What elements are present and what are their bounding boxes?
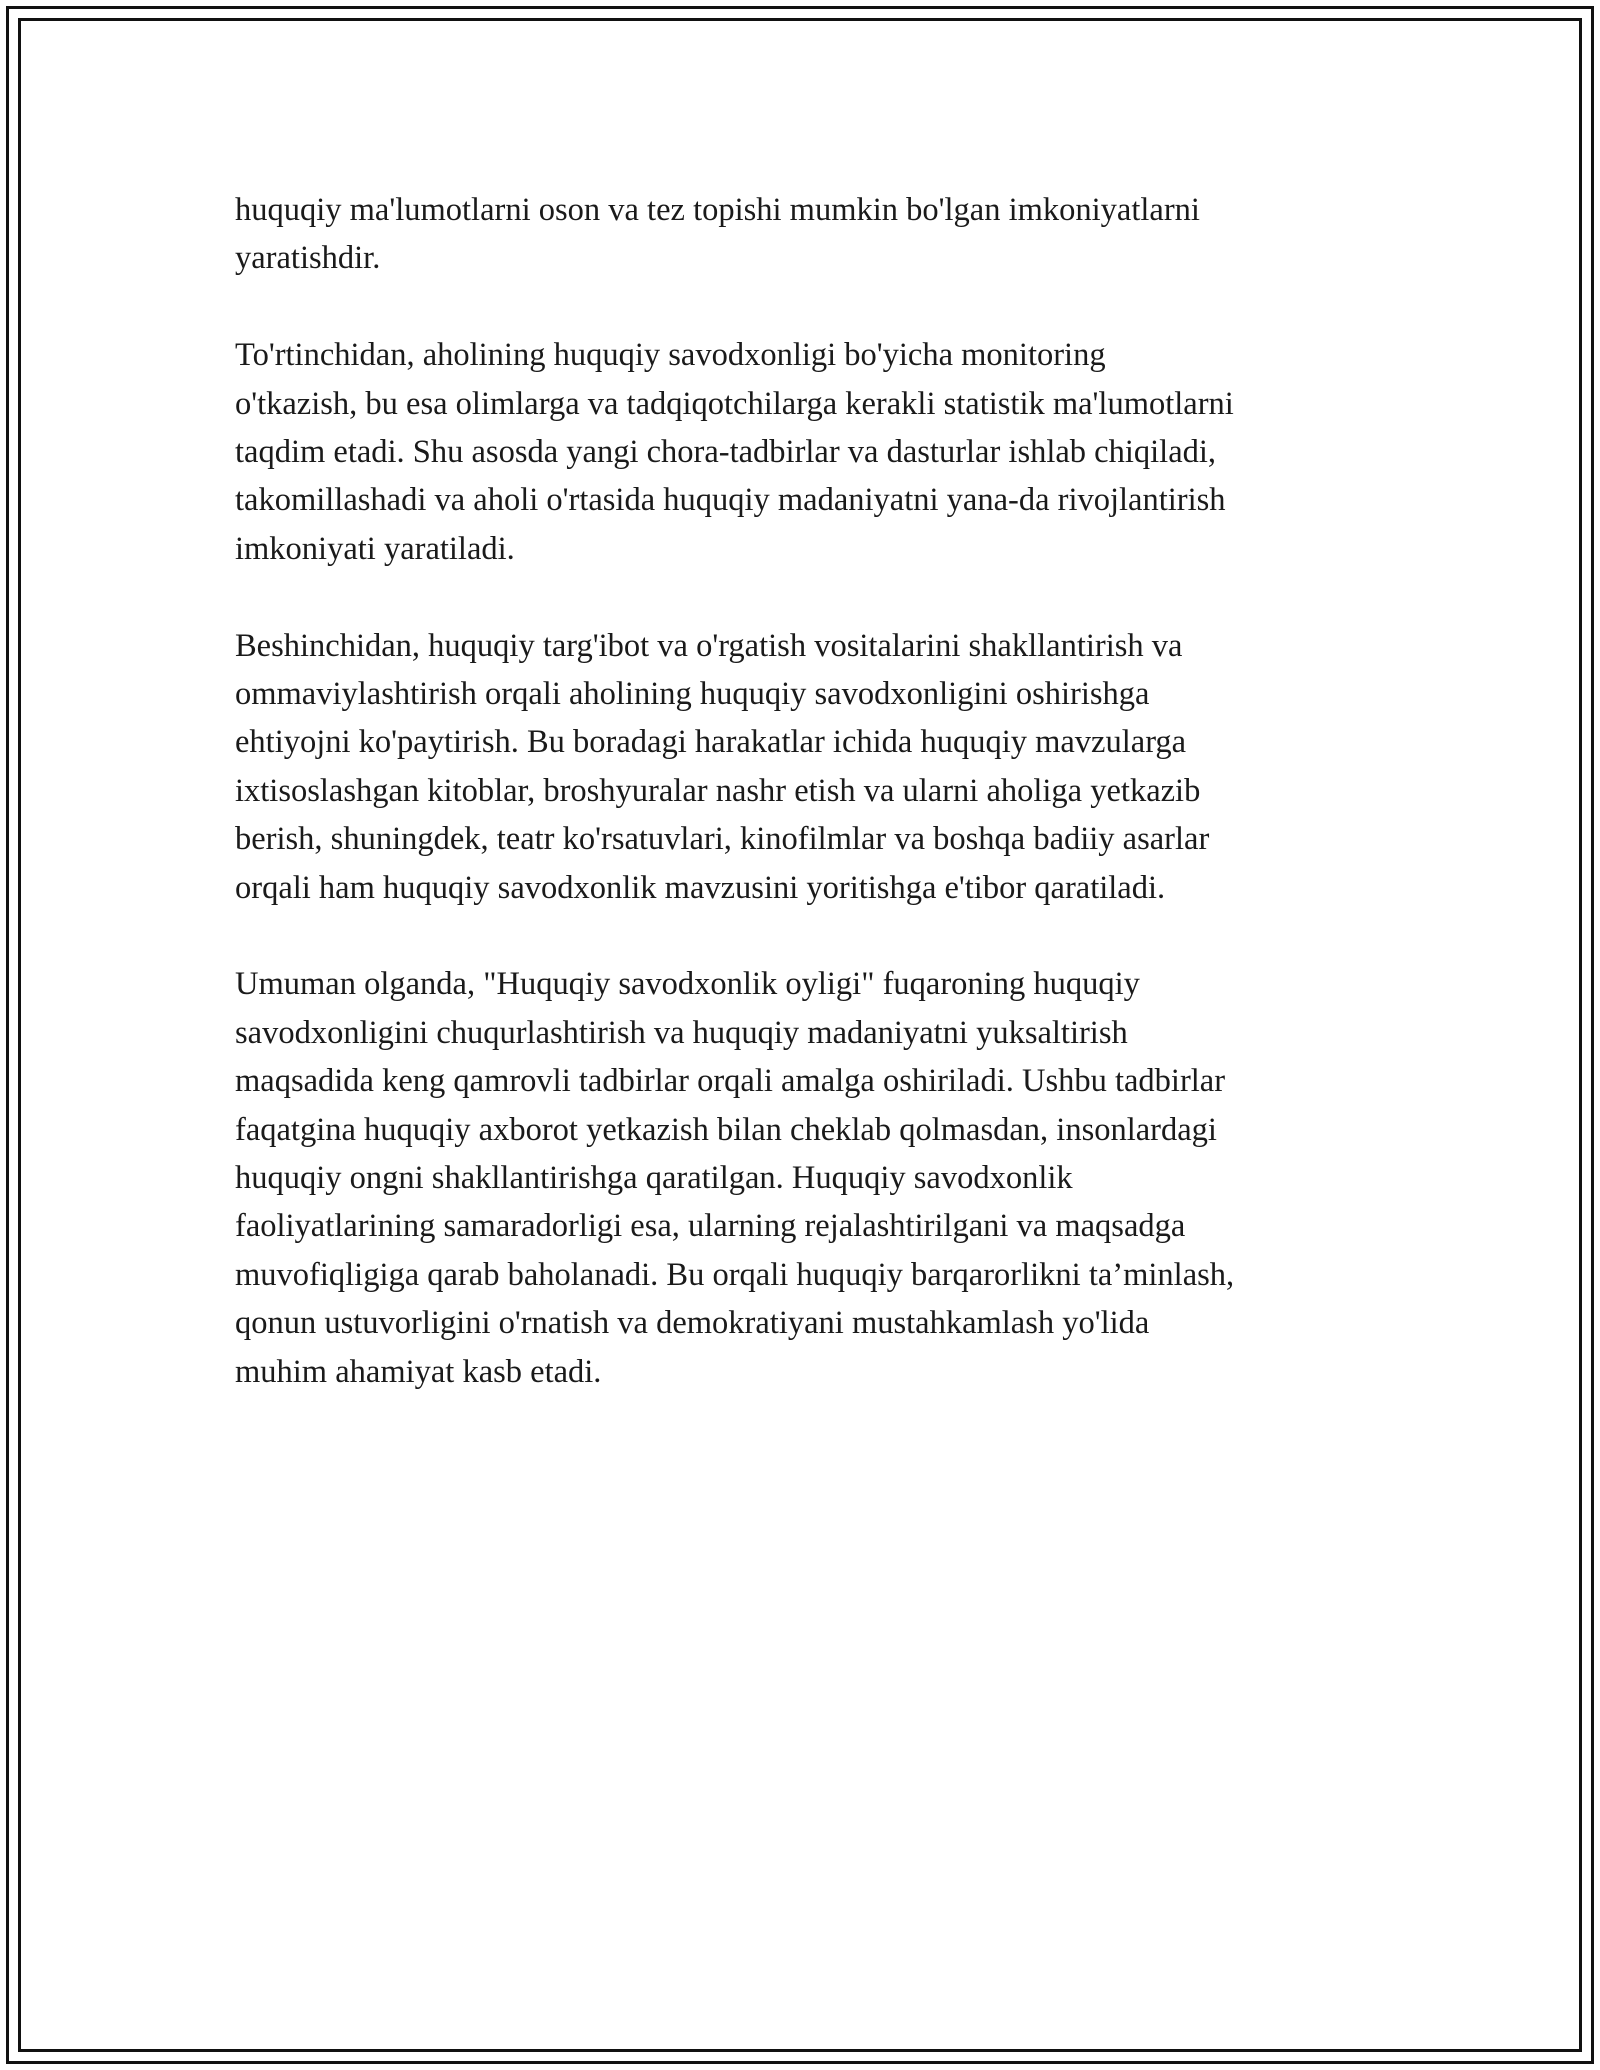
text-line: muhim ahamiyat kasb etadi. xyxy=(235,1353,602,1390)
text-line: taqdim etadi. Shu asosda yangi chora-tadbirlar va dasturlar ishlab chiqiladi, xyxy=(235,434,1217,471)
text-line: maqsadida keng qamrovli tadbirlar orqali amalga oshiriladi. Ushbu tadbirlar xyxy=(235,1063,1226,1100)
text-line: To'rtinchidan, aholining huquqiy savodxonligi bo'yicha monitoring xyxy=(235,337,1106,374)
text-line: Umuman olganda, "Huquqiy savodxonlik oyligi" fuqaroning huquqiy xyxy=(235,966,1140,1003)
text-line: ommaviylashtirish orqali aholining huquqiy savodxonligini oshirishga xyxy=(235,676,1150,713)
text-line: huquqiy ma'lumotlarni oson va tez topishi mumkin bo'lgan imkoniyatlarni xyxy=(235,192,1200,228)
text-line: faoliyatlarining samaradorligi esa, ularning rejalashtirilgani va maqsadga xyxy=(235,1208,1186,1245)
document-body xyxy=(235,186,1385,1445)
text-line: ehtiyojni ko'paytirish. Bu boradagi harakatlar ichida huquqiy mavzularga xyxy=(235,724,1187,761)
text-line: Beshinchidan, huquqiy targ'ibot va o'rgatish vositalarini shakllantirish va xyxy=(235,627,1183,664)
text-line: faqatgina huquqiy axborot yetkazish bilan cheklab qolmasdan, insonlardagi xyxy=(235,1111,1217,1148)
paragraph-1 xyxy=(235,186,1385,283)
text-line: takomillashadi va aholi o'rtasida huquqiy madaniyatni yana-da rivojlantirish xyxy=(235,482,1226,519)
paragraph-4 xyxy=(235,960,1385,1396)
paragraph-3 xyxy=(235,622,1385,912)
text-line: ixtisoslashgan kitoblar, broshyuralar nashr etish va ularni aholiga yetkazib xyxy=(235,772,1201,809)
paragraph-2 xyxy=(235,331,1385,573)
text-line: qonun ustuvorligini o'rnatish va demokratiyani mustahkamlash yo'lida xyxy=(235,1305,1150,1342)
text-line: imkoniyati yaratiladi. xyxy=(235,530,515,567)
text-line: huquqiy ongni shakllantirishga qaratilgan. Huquqiy savodxonlik xyxy=(235,1160,1073,1197)
text-line: orqali ham huquqiy savodxonlik mavzusini yoritishga e'tibor qaratiladi. xyxy=(235,869,1166,906)
text-line: yaratishdir. xyxy=(235,240,381,277)
text-line: savodxonligini chuqurlashtirish va huquqiy madaniyatni yuksaltirish xyxy=(235,1014,1128,1051)
text-line: muvofiqligiga qarab baholanadi. Bu orqali huquqiy barqarorlikni ta’minlash, xyxy=(235,1256,1235,1293)
text-line: o'tkazish, bu esa olimlarga va tadqiqotchilarga kerakli statistik ma'lumotlarni xyxy=(235,385,1234,422)
text-line: berish, shuningdek, teatr ko'rsatuvlari, kinofilmlar va boshqa badiiy asarlar xyxy=(235,821,1210,858)
